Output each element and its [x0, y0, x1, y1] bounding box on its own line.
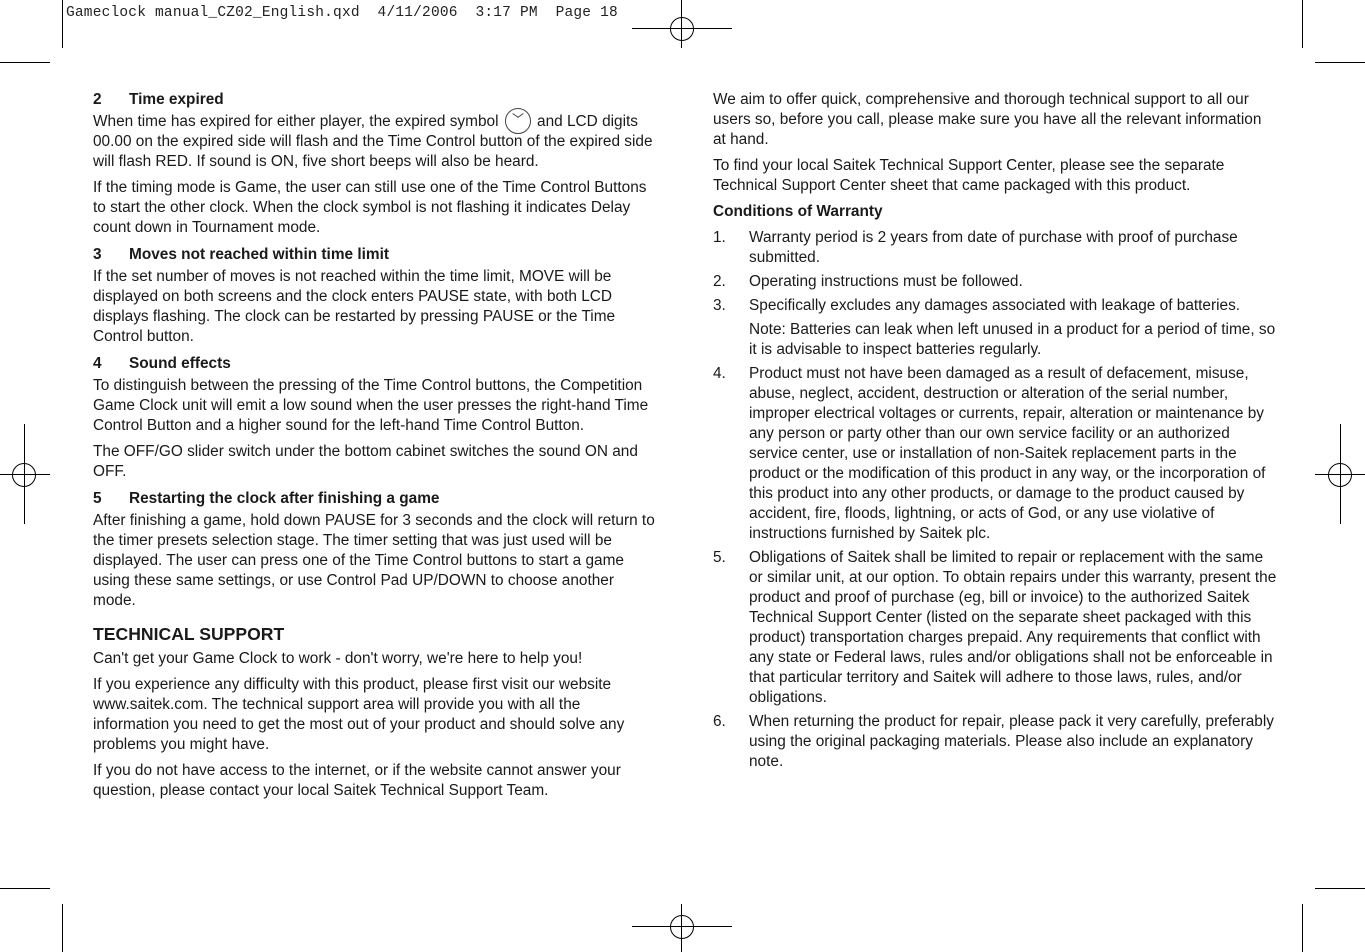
- warranty-item: [713, 712, 1278, 772]
- section-heading: [93, 354, 658, 374]
- warranty-list: [713, 228, 1278, 772]
- item-number: 3.: [713, 297, 726, 314]
- section-title: Restarting the clock after finishing a game: [129, 490, 440, 507]
- paragraph-text: and LCD digits 00.00 on the expired side will flash and the Time Control button of the expired side will flash RED. If sound is ON, five short beeps will also be heard.: [93, 113, 653, 170]
- section-number: 3: [93, 246, 102, 263]
- paragraph: To find your local Saitek Technical Support Center, please see the separate Technical Support Center sheet that came packaged with this product.: [713, 157, 1225, 194]
- warranty-item: [713, 364, 1278, 544]
- item-text: Operating instructions must be followed.: [749, 273, 1023, 290]
- section-heading: [93, 90, 658, 110]
- crop-mark-bottom-left-v: [62, 904, 63, 952]
- section-restarting-clock: [93, 489, 658, 611]
- section-title: Time expired: [129, 91, 224, 108]
- item-number: 1.: [713, 229, 726, 246]
- technical-support-heading: TECHNICAL SUPPORT: [93, 624, 285, 644]
- item-number: 2.: [713, 273, 726, 290]
- paragraph: If you do not have access to the internet, or if the website cannot answer your question, please contact your local Saitek Technical Support Team.: [93, 762, 621, 799]
- section-title: Moves not reached within time limit: [129, 246, 389, 263]
- expired-clock-icon: [505, 108, 531, 134]
- item-text: Specifically excludes any damages associated with leakage of batteries.: [749, 297, 1241, 314]
- crop-mark-bottom-right-h: [1315, 888, 1365, 889]
- section-moves-not-reached: [93, 245, 658, 347]
- paragraph: To distinguish between the pressing of the Time Control buttons, the Competition Game Clock unit will emit a low sound when the user presses the right-hand Time Control Button and a higher sound for the left-hand Time Control Button.: [93, 377, 649, 434]
- paragraph-text: When time has expired for either player, the expired symbol: [93, 113, 499, 130]
- section-time-expired: [93, 90, 658, 238]
- section-sound-effects: [93, 354, 658, 482]
- section-number: 5: [93, 490, 102, 507]
- section-technical-support: [93, 623, 658, 801]
- section-number: 2: [93, 91, 102, 108]
- crop-mark-top-right-h: [1315, 62, 1365, 63]
- warranty-item: [713, 296, 1278, 360]
- print-slug: Gameclock manual_CZ02_English.qxd 4/11/2006 3:17 PM Page 18: [66, 5, 618, 21]
- paragraph: Can't get your Game Clock to work - don't worry, we're here to help you!: [93, 650, 583, 667]
- item-number: 4.: [713, 365, 726, 382]
- crop-mark-top-left-v: [62, 0, 63, 48]
- section-title: Sound effects: [129, 355, 231, 372]
- item-text: Warranty period is 2 years from date of purchase with proof of purchase submitted.: [749, 229, 1238, 266]
- item-note: Note: Batteries can leak when left unused in a product for a period of time, so it is advisable to inspect batteries regularly.: [749, 321, 1276, 358]
- paragraph: If the timing mode is Game, the user can still use one of the Time Control Buttons to start the other clock. When the clock symbol is not flashing it indicates Delay count down in Tournament mode.: [93, 179, 647, 236]
- paragraph: We aim to offer quick, comprehensive and thorough technical support to all our users so, before you call, please make sure you have all the relevant information at hand.: [713, 91, 1262, 148]
- item-text: Product must not have been damaged as a result of defacement, misuse, abuse, neglect, accident, destruction or alteration of the serial number, improper electrical voltages or currents, repair, alteration or maintenance by any person or party other than our own service facility or an authorized service center, use or installation of non-Saitek replacement parts in the product or the modification of this product in any way, or the incorporation of this product into any other products, or damage to the product caused by accident, fire, floods, lightning, or acts of God, or any use violative of instructions furnished by Saitek plc.: [749, 365, 1266, 542]
- paragraph: The OFF/GO slider switch under the bottom cabinet switches the sound ON and OFF.: [93, 443, 638, 480]
- warranty-item: [713, 272, 1278, 292]
- crop-mark-top-right-v: [1302, 0, 1303, 48]
- warranty-item: [713, 548, 1278, 708]
- item-text: When returning the product for repair, please pack it very carefully, preferably using the original packaging materials. Please also include an explanatory note.: [749, 713, 1274, 770]
- section-heading: [93, 489, 658, 509]
- right-column: [713, 90, 1278, 776]
- warranty-heading: Conditions of Warranty: [713, 203, 883, 220]
- item-number: 5.: [713, 549, 726, 566]
- crop-mark-top-left-h: [0, 62, 50, 63]
- paragraph: If you experience any difficulty with this product, please first visit our website www.saitek.com. The technical support area will provide you with all the information you need to get the most out of your product and should solve any problems you might have.: [93, 676, 625, 753]
- paragraph: [93, 112, 658, 172]
- item-number: 6.: [713, 713, 726, 730]
- left-column: [93, 90, 658, 807]
- section-number: 4: [93, 355, 102, 372]
- crop-mark-bottom-right-v: [1302, 904, 1303, 952]
- section-heading: [93, 245, 658, 265]
- paragraph: After finishing a game, hold down PAUSE for 3 seconds and the clock will return to the timer presets selection stage. The timer setting that was just used will be displayed. The user can press one of the Time Control buttons to start a game using these same settings, or use Control Pad UP/DOWN to choose another mode.: [93, 512, 655, 609]
- item-body: [749, 296, 1278, 360]
- paragraph: If the set number of moves is not reached within the time limit, MOVE will be displayed on both screens and the clock enters PAUSE state, with both LCD displays flashing. The clock can be restarted by pressing PAUSE or the Time Control button.: [93, 268, 616, 345]
- warranty-item: [713, 228, 1278, 268]
- item-text: Obligations of Saitek shall be limited to repair or replacement with the same or similar unit, at our option. To obtain repairs under this warranty, present the product and proof of purchase (eg, bill or invoice) to the authorized Saitek Technical Support Center (listed on the separate sheet packaged with this product) transportation charges prepaid. Any requirements that conflict with any state or Federal laws, rules and/or obligations shall not be enforceable in that particular territory and Saitek will adhere to those laws, rules, and/or obligations.: [749, 549, 1277, 706]
- crop-mark-bottom-left-h: [0, 888, 50, 889]
